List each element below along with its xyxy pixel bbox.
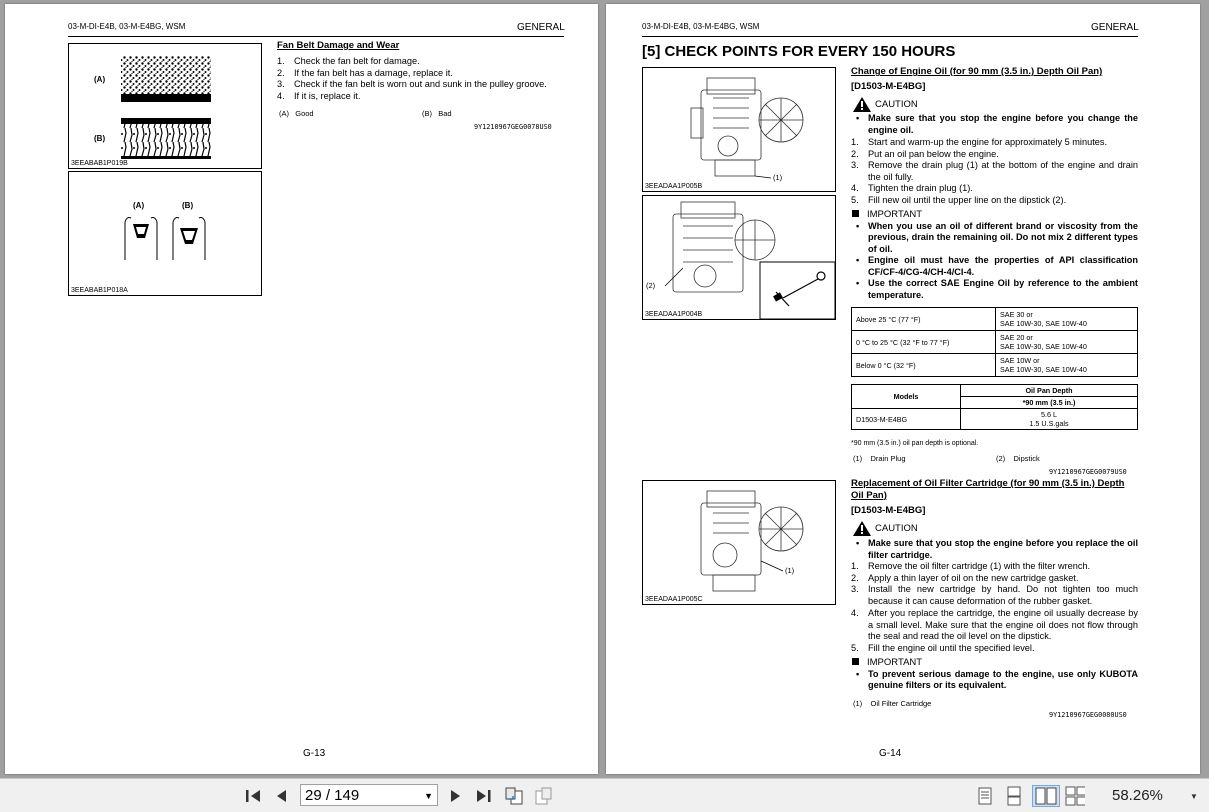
- caution-item: • Make sure that you stop the engine before you change the engine oil.: [856, 113, 1138, 135]
- callout-label: (1): [773, 173, 783, 182]
- pulley-illustration: [69, 172, 261, 295]
- figure-label-b: (B): [94, 134, 106, 143]
- warning-icon: [852, 520, 872, 537]
- list-item: 2. Put an oil pan below the engine.: [851, 148, 999, 159]
- table-cell: 0 °C to 25 °C (32 °F to 77 °F): [852, 331, 996, 354]
- zoom-level[interactable]: 58.26%: [1112, 787, 1163, 804]
- legend-bad: (B) Bad: [422, 109, 452, 118]
- figure-caption: 3EEABAB1P018A: [71, 287, 128, 294]
- engine-dipstick-figure: [642, 195, 836, 320]
- table-cell: Above 25 °C (77 °F): [852, 308, 996, 331]
- engine-illustration: [643, 68, 835, 191]
- important-item: • Use the correct SAE Engine Oil by reference to the ambient temperature.: [856, 278, 1138, 300]
- list-item: 1. Remove the oil filter cartridge (1) with the filter wrench.: [851, 561, 1091, 571]
- list-item: 1. Check the fan belt for damage.: [277, 56, 420, 66]
- header-rule: [68, 36, 564, 37]
- table-cell: SAE 10W or SAE 10W-30, SAE 10W-40: [996, 354, 1138, 377]
- important-square-icon: [852, 210, 859, 217]
- important-item: • Engine oil must have the properties of API classification CF/CF-4/CG-4/CH-4/CI-4.: [856, 255, 1138, 277]
- figure-caption: 3EEABAB1P019B: [71, 160, 128, 167]
- figure-label-a: (A): [133, 201, 145, 210]
- navigation-toolbar: [0, 778, 1209, 812]
- table-row: [852, 409, 1138, 430]
- model-tag: [D1503-M-E4BG]: [851, 505, 926, 516]
- table-row: [852, 331, 1138, 354]
- list-item: 1. Start and warm-up the engine for approximately 5 minutes.: [851, 137, 1107, 147]
- callout-label: (2): [646, 281, 656, 290]
- prev-page-button[interactable]: [271, 786, 291, 806]
- filter-title: Replacement of Oil Filter Cartridge (for 90 mm (3.5 in.) Depth Oil Pan): [851, 478, 1125, 501]
- warning-icon: [852, 96, 872, 113]
- oil-temperature-table: [851, 307, 1138, 377]
- doc-code: 9Y1210967GEG0079US0: [1049, 468, 1127, 476]
- section-title: [5] CHECK POINTS FOR EVERY 150 HOURS: [642, 43, 956, 60]
- continuous-view-button[interactable]: [1004, 786, 1024, 806]
- go-forward-icon: [534, 787, 554, 805]
- legend-drain-plug: (1) Drain Plug: [853, 454, 906, 463]
- pulley-groove-figure: [68, 171, 262, 296]
- legend-dipstick: (2) Dipstick: [996, 454, 1040, 463]
- figure-label-a: (A): [94, 75, 106, 84]
- legend-oil-filter: (1) Oil Filter Cartridge: [853, 699, 932, 708]
- figure-caption: 3EEADAA1P004B: [645, 311, 703, 318]
- header-rule: [642, 36, 1138, 37]
- oil-pan-depth-table: [851, 384, 1138, 430]
- table-row: [852, 354, 1138, 377]
- table-header-models: Models: [852, 385, 961, 409]
- prev-page-icon: [274, 788, 288, 804]
- list-item: 5. Fill the engine oil until the specified level.: [851, 642, 1035, 653]
- two-page-icon: [1035, 787, 1057, 805]
- continuous-page-icon: [1007, 786, 1021, 806]
- figure-label-b: (B): [182, 201, 194, 210]
- two-page-continuous-icon: [1065, 786, 1085, 806]
- page-number: G-13: [303, 748, 326, 759]
- page-header-left: 03-M-DI-E4B, 03-M-E4BG, WSM: [68, 22, 186, 31]
- page-number: G-14: [879, 748, 902, 759]
- important-item: • When you use an oil of different brand or viscosity from the previous, drain the remaining oil. Do not mix 2 different types of oil.: [856, 220, 1138, 254]
- list-item: 5. Fill new oil until the upper line on the dipstick (2).: [851, 194, 1067, 205]
- list-item: 3. Remove the drain plug (1) at the bottom of the engine and drain the oil fully.: [851, 160, 1138, 182]
- list-item: 3. Check if the fan belt is worn out and sunk in the pulley groove.: [277, 79, 547, 89]
- caution-item: • Make sure that you stop the engine before you replace the oil filter cartridge.: [856, 538, 1138, 560]
- list-item: 4. Tighten the drain plug (1).: [851, 183, 973, 193]
- table-cell: 5.6 L 1.5 U.S.gals: [961, 409, 1138, 430]
- list-item: 2. Apply a thin layer of oil on the new cartridge gasket.: [851, 572, 1079, 583]
- two-page-view-button[interactable]: [1032, 785, 1060, 807]
- two-page-continuous-view-button[interactable]: [1065, 786, 1085, 806]
- last-page-icon: [475, 788, 493, 804]
- table-header-depth: Oil Pan Depth: [961, 385, 1138, 397]
- table-cell: D1503-M-E4BG: [852, 409, 961, 430]
- page-header-right: GENERAL: [517, 22, 565, 33]
- oil-change-title: Change of Engine Oil (for 90 mm (3.5 in.) Depth Oil Pan): [851, 66, 1103, 77]
- last-page-button[interactable]: [474, 786, 494, 806]
- go-forward-button[interactable]: [534, 786, 554, 806]
- page-left: [5, 4, 598, 774]
- table-subheader: *90 mm (3.5 in.): [961, 397, 1138, 409]
- single-page-icon: [978, 787, 992, 805]
- list-item: 4. If it is, replace it.: [277, 90, 361, 101]
- zoom-dropdown-icon: ▼: [1190, 791, 1198, 801]
- important-label: IMPORTANT: [867, 209, 923, 220]
- important-heading: [852, 657, 922, 668]
- caution-heading: [852, 520, 918, 537]
- page-number-input[interactable]: [300, 784, 438, 806]
- go-back-button[interactable]: [504, 786, 524, 806]
- table-row: [852, 385, 1138, 397]
- next-page-button[interactable]: [446, 786, 466, 806]
- page-header-right: GENERAL: [1091, 22, 1139, 33]
- figure-caption: 3EEADAA1P005C: [645, 596, 703, 603]
- important-square-icon: [852, 658, 859, 665]
- page-number-value: 29 / 149: [305, 787, 360, 804]
- fan-belt-title: Fan Belt Damage and Wear: [277, 40, 400, 51]
- table-note: *90 mm (3.5 in.) oil pan depth is optional.: [851, 440, 979, 447]
- table-cell: SAE 20 or SAE 10W-30, SAE 10W-40: [996, 331, 1138, 354]
- caution-heading: [852, 96, 918, 113]
- engine-illustration: [643, 481, 835, 604]
- doc-code: 9Y1210967GEG0078US0: [474, 123, 552, 131]
- engine-illustration: [643, 196, 835, 319]
- next-page-icon: [449, 788, 463, 804]
- important-heading: [852, 209, 922, 220]
- belt-illustration: [69, 44, 261, 168]
- page-right: [606, 4, 1200, 774]
- list-item: 4. After you replace the cartridge, the engine oil usually decrease by a small level. Make sure that the engine oil does not flow through the seal and read the oil level on the dipstick.: [851, 608, 1138, 641]
- zoom-dropdown-button[interactable]: [1184, 786, 1204, 806]
- doc-code: 9Y1210967GEG0080US0: [1049, 711, 1127, 719]
- callout-label: (1): [785, 566, 795, 575]
- table-cell: Below 0 °C (32 °F): [852, 354, 996, 377]
- page-dropdown-icon[interactable]: ▼: [424, 791, 433, 801]
- single-page-view-button[interactable]: [975, 786, 995, 806]
- table-row: [852, 308, 1138, 331]
- list-item: 2. If the fan belt has a damage, replace it.: [277, 67, 453, 78]
- important-item: • To prevent serious damage to the engine, use only KUBOTA genuine filters or its equivalent.: [856, 668, 1138, 690]
- figure-caption: 3EEADAA1P005B: [645, 183, 703, 190]
- model-tag: [D1503-M-E4BG]: [851, 81, 926, 92]
- caution-label: CAUTION: [875, 523, 918, 534]
- table-cell: SAE 30 or SAE 10W-30, SAE 10W-40: [996, 308, 1138, 331]
- engine-oil-filter-figure: [642, 480, 836, 605]
- fan-belt-damage-figure: [68, 43, 262, 169]
- first-page-icon: [244, 788, 262, 804]
- list-item: 3. Install the new cartridge by hand. Do not tighten too much because it can cause deformation of the rubber gasket.: [851, 584, 1138, 606]
- engine-drain-plug-figure: [642, 67, 836, 192]
- first-page-button[interactable]: [243, 786, 263, 806]
- important-label: IMPORTANT: [867, 657, 923, 668]
- go-back-icon: [504, 787, 524, 805]
- legend-good: (A) Good: [279, 109, 314, 118]
- caution-label: CAUTION: [875, 99, 918, 110]
- page-header-left: 03-M-DI-E4B, 03-M-E4BG, WSM: [642, 22, 760, 31]
